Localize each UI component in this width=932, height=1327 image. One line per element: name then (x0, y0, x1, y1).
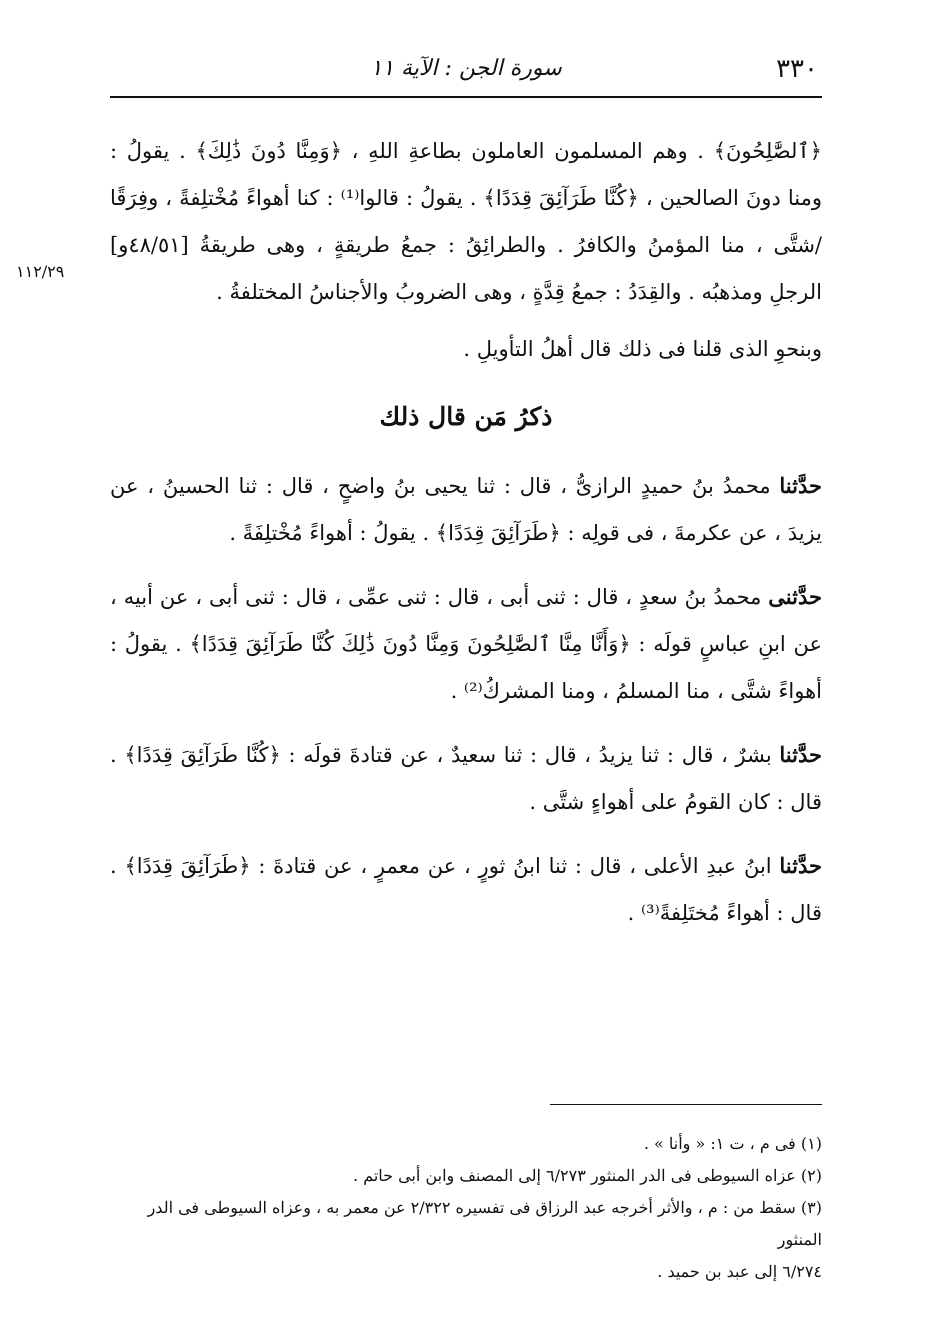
section-heading: ذكرُ مَن قال ذلك (379, 402, 553, 431)
narration-text: محمدُ بنُ سعدٍ ، قال : ثنى أبى ، قال : ثنى عمِّى ، قال : ثنى أبى ، عن أبيه ، عن ابنِ عباسٍ قولَه : ﴿وَأَنَّا مِنَّا ٱلصَّٰلِحُونَ وَمِنَّا دُونَ ذَٰلِكَ كُنَّا طَرَآئِقَ قِدَدًا﴾ . يقولُ : أهواءً شتَّى ، منا المسلمُ ، ومنا المشركُ⁽²⁾ . (110, 585, 822, 703)
main-text (110, 128, 822, 953)
footnote-continuation: ٦/٢٧٤ إلى عبد بن حميد . (657, 1262, 822, 1281)
narration (110, 462, 822, 557)
margin-marker: ١١٢/٢٩ (16, 262, 65, 281)
paragraph: وبنحوِ الذى قلنا فى ذلك قال أهلُ التأويلِ . (463, 337, 822, 361)
footnotes (110, 1128, 822, 1288)
narration (110, 731, 822, 826)
footnote: (١) فى م ، ت ١: « وأنا » . (643, 1134, 822, 1153)
paragraph: ﴿ٱلصَّٰلِحُونَ﴾ . وهم المسلمون العاملون بطاعةِ اللهِ ، ﴿وَمِنَّا دُونَ ذَٰلِكَ﴾ . يقولُ : ومنا دونَ الصالحين ، ﴿كُنَّا طَرَآئِقَ قِدَدًا﴾ . يقولُ : قالوا⁽¹⁾ : كنا أهواءً مُخْتلِفةً ، وفِرَقًا /شتَّى ، منا المؤمنُ والكافرُ . والطرائِقُ : جمعُ طريقةٍ ، وهى طريقةُ [٤٨/٥١و] الرجلِ ومذهبُه . والقِدَدُ : جمعُ قِدَّةٍ ، وهى الضروبُ والأجناسُ المختلفةُ . (110, 139, 822, 304)
narration-text: محمدُ بنُ حميدٍ الرازىُّ ، قال : ثنا يحيى بنُ واضحٍ ، قال : ثنا الحسينُ ، عن يزيدَ ، عن عكرمةَ ، فى قولِه : ﴿طَرَآئِقَ قِدَدًا﴾ . يقولُ : أهواءً مُخْتلِفَةً . (110, 474, 822, 545)
narration-lead: حدَّثنى (768, 584, 822, 609)
page-header (110, 52, 822, 98)
narration (110, 842, 822, 937)
narration-text: ابنُ عبدِ الأعلى ، قال : ثنا ابنُ ثورٍ ، عن معمرٍ ، عن قتادةَ : ﴿طَرَآئِقَ قِدَدًا﴾ . قال : أهواءً مُختَلِفةً⁽³⁾ . (110, 854, 822, 925)
narration-lead: حدَّثنا (779, 473, 822, 498)
footnote: (٢) عزاه السيوطى فى الدر المنثور ٦/٢٧٣ إلى المصنف وابن أبى حاتم . (353, 1166, 822, 1185)
footnote: (٣) سقط من : م ، والأثر أخرجه عبد الرزاق فى تفسيره ٢/٣٢٢ عن معمر به ، وعزاه السيوطى فى الدر المنثور (147, 1198, 822, 1249)
narration (110, 573, 822, 715)
narration-text: بشرٌ ، قال : ثنا يزيدُ ، قال : ثنا سعيدٌ ، عن قتادةَ قولَه : ﴿كُنَّا طَرَآئِقَ قِدَدًا﴾ . قال : كان القومُ على أهواءٍ شتَّى . (110, 743, 822, 814)
footnote-divider (550, 1104, 822, 1105)
narration-lead: حدَّثنا (779, 742, 822, 767)
running-title: سورة الجن : الآية ١١ (370, 56, 562, 81)
narration-lead: حدَّثنا (779, 853, 822, 878)
page-number: ٣٣٠ (776, 54, 818, 84)
